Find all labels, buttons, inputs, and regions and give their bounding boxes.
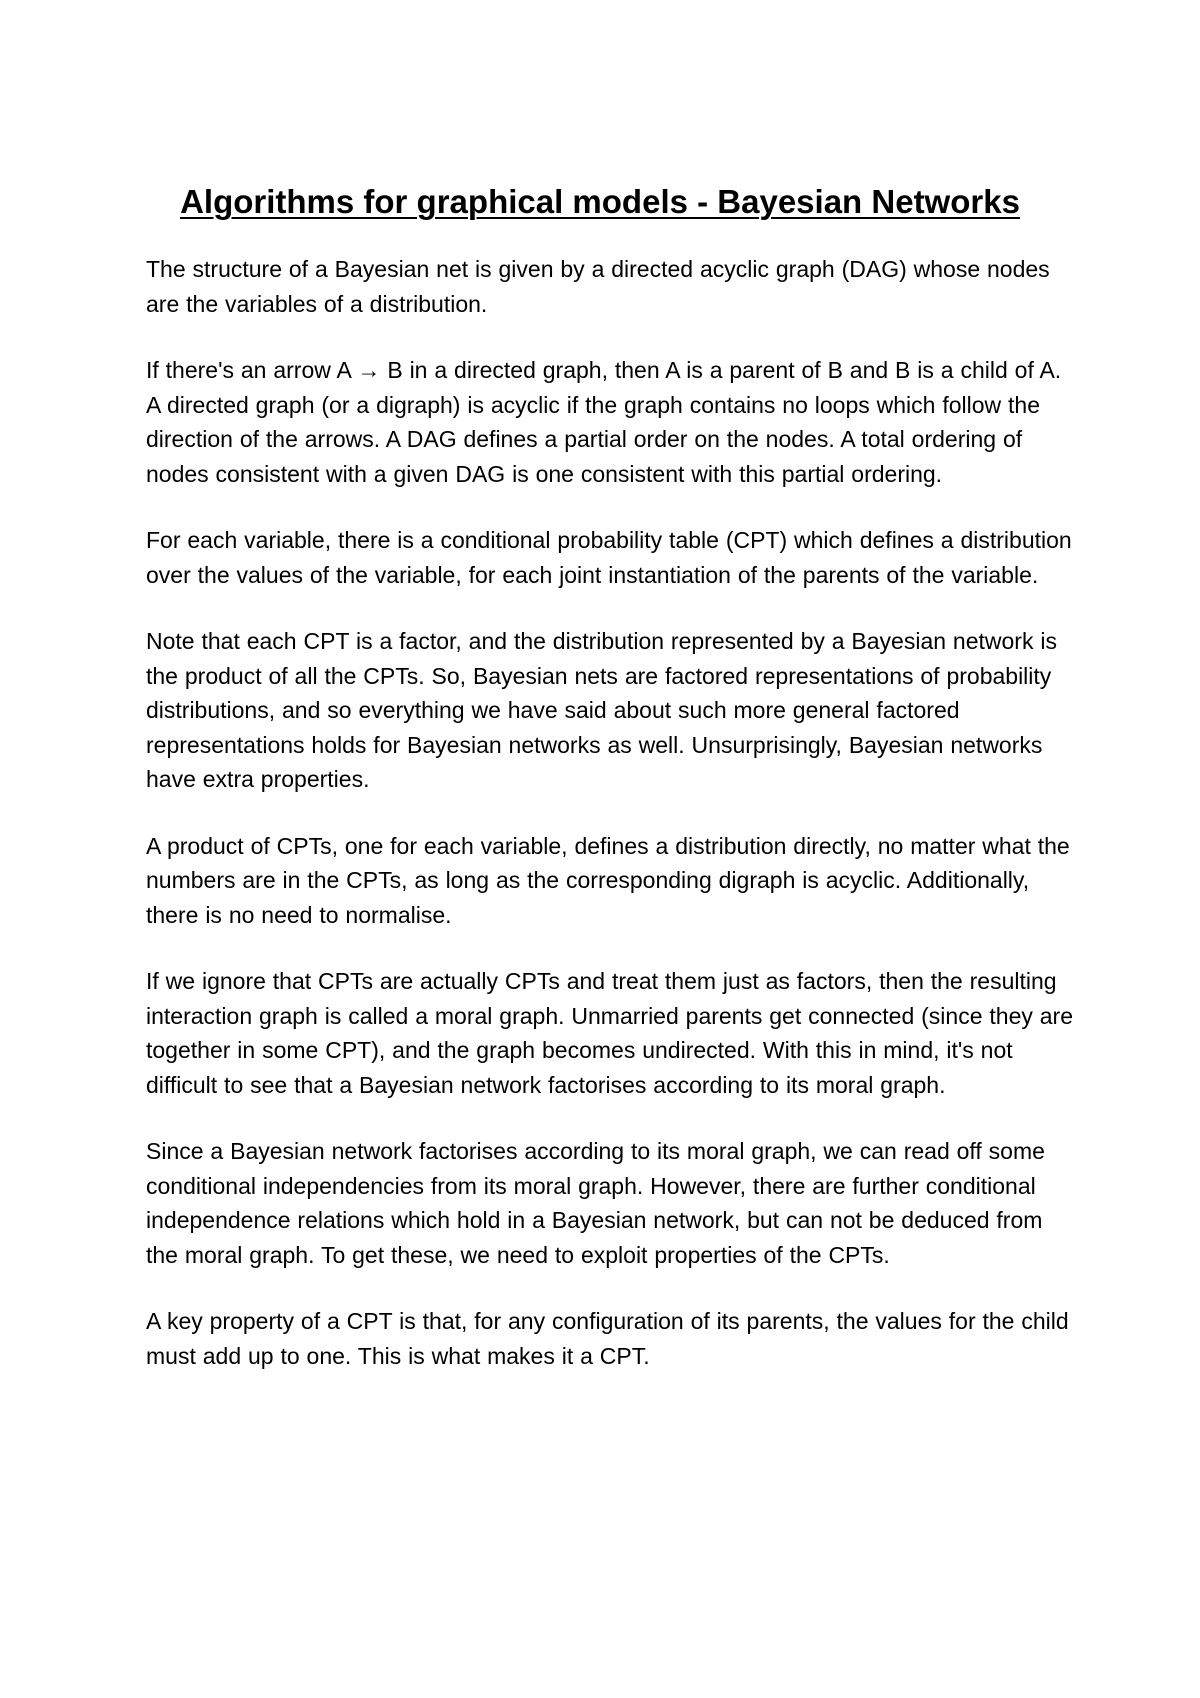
paragraph-cpt-key-property: A key property of a CPT is that, for any configuration of its parents, the values for the child must add up to one. This is what makes it a CPT. xyxy=(146,1308,1069,1369)
paragraph-parent-child: If there's an arrow A → B in a directed graph, then A is a parent of B and B is a child of A. A directed graph (or a digraph) is acyclic if the graph contains no loops which follow the direction of the arrows. A DAG defines a partial order on the nodes. A total ordering of nodes consistent with a given DAG is one consistent with this partial ordering. xyxy=(146,357,1062,487)
paragraph-dag-structure: The structure of a Bayesian net is given by a directed acyclic graph (DAG) whose nodes are the variables of a distribution. xyxy=(146,256,1050,317)
paragraph-product-of-cpts: A product of CPTs, one for each variable, defines a distribution directly, no matter what the numbers are in the CPTs, as long as the corresponding digraph is acyclic. Additionally, there is no need to normalise. xyxy=(146,832,1070,928)
paragraph-cpt-definition: For each variable, there is a conditional probability table (CPT) which defines a distribution over the values of the variable, for each joint instantiation of the parents of the variable. xyxy=(146,527,1072,588)
document-body xyxy=(146,252,1076,1405)
paragraph-independencies: Since a Bayesian network factorises according to its moral graph, we can read off some conditional independencies from its moral graph. However, there are further conditional independence relations which hold in a Bayesian network, but can not be deduced from the moral graph. To get these, we need to exploit properties of the CPTs. xyxy=(146,1138,1045,1268)
paragraph-moral-graph: If we ignore that CPTs are actually CPTs and treat them just as factors, then the resulting interaction graph is called a moral graph. Unmarried parents get connected (since they are together in some CPT), and the graph becomes undirected. With this in mind, it's not difficult to see that a Bayesian network factorises according to its moral graph. xyxy=(146,968,1073,1098)
paragraph-cpt-factor: Note that each CPT is a factor, and the distribution represented by a Bayesian network is the product of all the CPTs. So, Bayesian nets are factored representations of probability distributions, and so everything we have said about such more general factored representations holds for Bayesian networks as well. Unsurprisingly, Bayesian networks have extra properties. xyxy=(146,628,1057,792)
document-title: Algorithms for graphical models - Bayesian Networks xyxy=(180,183,1020,220)
